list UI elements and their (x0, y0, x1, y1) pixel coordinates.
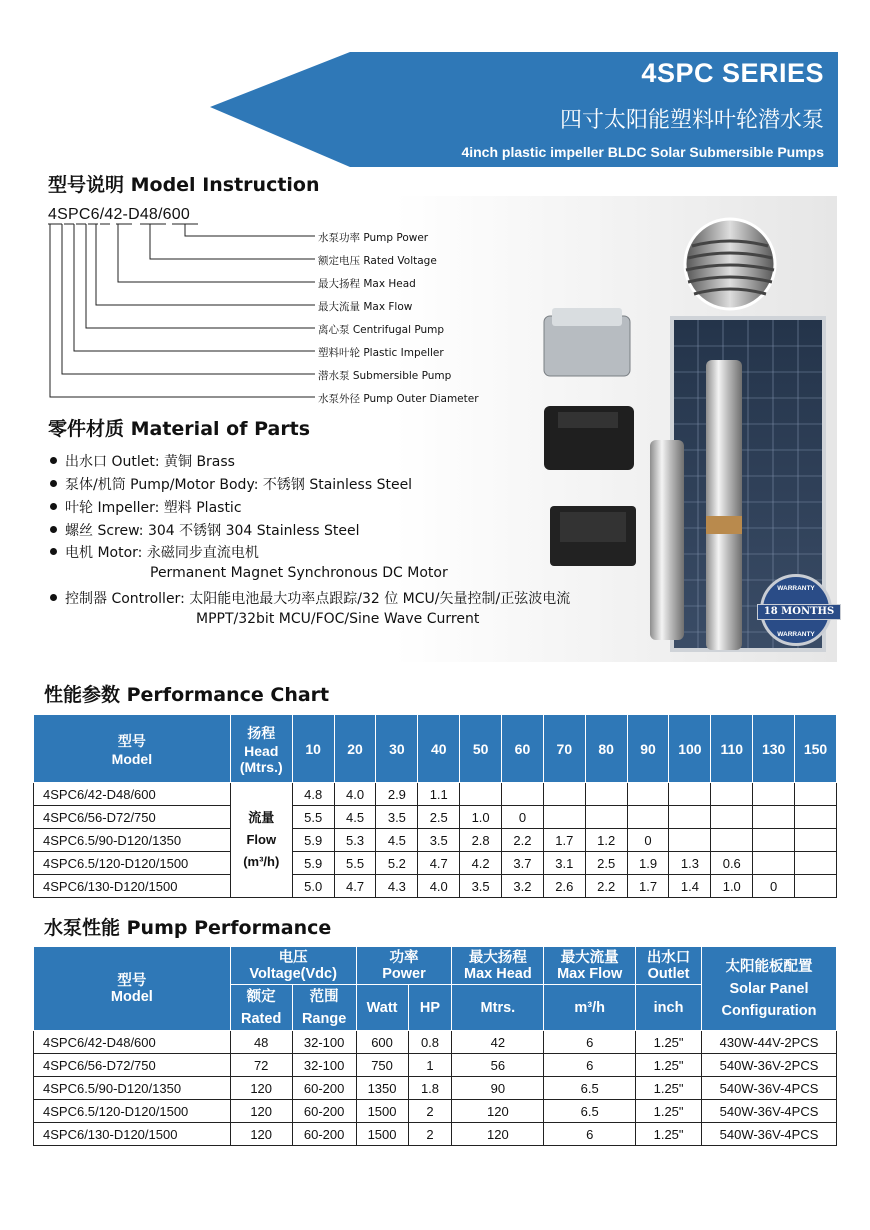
flow-value-cell: 5.9 (292, 852, 334, 875)
model-cell: 4SPC6.5/120-D120/1500 (34, 852, 231, 875)
table-row (34, 1031, 837, 1054)
flow-value-cell: 4.0 (334, 783, 376, 806)
flow-value-cell (795, 852, 837, 875)
hp-cell: 1 (408, 1054, 452, 1077)
legend-pump-power: 水泵功率 Pump Power (318, 232, 429, 244)
model-cell: 4SPC6/130-D120/1500 (34, 875, 231, 898)
flow-value-cell: 5.5 (292, 806, 334, 829)
flow-value-cell: 5.9 (292, 829, 334, 852)
warranty-badge (760, 574, 835, 646)
flow-value-cell: 3.1 (543, 852, 585, 875)
panel-cell: 540W-36V-4PCS (702, 1077, 837, 1100)
outlet-cell: 1.25" (636, 1054, 702, 1077)
series-title: 4SPC SERIES (641, 58, 824, 88)
flow-value-cell (585, 783, 627, 806)
model-cell: 4SPC6/56-D72/750 (34, 1054, 231, 1077)
legend-pump-outer-diameter: 水泵外径 Pump Outer Diameter (318, 393, 479, 405)
flow-value-cell: 3.2 (502, 875, 544, 898)
outlet-cell: 1.25" (636, 1100, 702, 1123)
flow-value-cell: 2.5 (418, 806, 460, 829)
head-cell: 90 (452, 1077, 544, 1100)
watt-cell: 750 (356, 1054, 408, 1077)
rated-header: 额定 Rated (230, 985, 292, 1031)
flow-label: 流量 Flow (m³/h) (230, 783, 292, 898)
model-header: 型号 Model (34, 715, 231, 783)
flow-cell: 6.5 (544, 1100, 636, 1123)
flow-value-cell (795, 875, 837, 898)
performance-chart-heading: 性能参数 Performance Chart (44, 684, 330, 706)
flow-value-cell: 3.5 (376, 806, 418, 829)
warranty-months: 18 MONTHS (757, 604, 841, 620)
flow-value-cell (669, 806, 711, 829)
flow-value-cell: 1.3 (669, 852, 711, 875)
flow-value-cell (627, 783, 669, 806)
pump-header-row-1 (34, 947, 837, 985)
flow-value-cell: 5.0 (292, 875, 334, 898)
flow-value-cell: 2.8 (460, 829, 502, 852)
table-row (34, 1100, 837, 1123)
head-col: 150 (795, 715, 837, 783)
panel-cell: 540W-36V-2PCS (702, 1054, 837, 1077)
flow-value-cell: 1.4 (669, 875, 711, 898)
material-controller-english: MPPT/32bit MCU/FOC/Sine Wave Current (196, 611, 480, 627)
warranty-bottom-text: WARRANTY (777, 631, 815, 638)
flow-value-cell: 4.7 (334, 875, 376, 898)
flow-value-cell: 1.9 (627, 852, 669, 875)
material-motor-english: Permanent Magnet Synchronous DC Motor (150, 565, 448, 581)
flow-value-cell: 5.2 (376, 852, 418, 875)
mtrs-header: Mtrs. (452, 985, 544, 1031)
flow-value-cell (585, 806, 627, 829)
flow-value-cell: 4.3 (376, 875, 418, 898)
flow-value-cell: 0.6 (711, 852, 753, 875)
head-col: 30 (376, 715, 418, 783)
power-header: 功率 Power (356, 947, 452, 985)
legend-max-head: 最大扬程 Max Head (318, 278, 416, 290)
inch-header: inch (636, 985, 702, 1031)
pump-performance-heading: 水泵性能 Pump Performance (44, 917, 332, 939)
material-item-motor: 电机 Motor: 永磁同步直流电机 (50, 542, 259, 562)
head-cell: 120 (452, 1123, 544, 1146)
head-cell: 42 (452, 1031, 544, 1054)
panel-cell: 540W-36V-4PCS (702, 1100, 837, 1123)
head-col: 70 (543, 715, 585, 783)
watt-header: Watt (356, 985, 408, 1031)
flow-value-cell (711, 806, 753, 829)
range-cell: 32-100 (292, 1054, 356, 1077)
outlet-cell: 1.25" (636, 1031, 702, 1054)
flow-value-cell: 5.5 (334, 852, 376, 875)
head-cell: 56 (452, 1054, 544, 1077)
model-cell: 4SPC6/56-D72/750 (34, 806, 231, 829)
material-item-screw: 螺丝 Screw: 304 不锈钢 304 Stainless Steel (50, 520, 360, 540)
table-row (34, 875, 837, 898)
rated-cell: 120 (230, 1077, 292, 1100)
rated-cell: 120 (230, 1123, 292, 1146)
flow-value-cell: 2.9 (376, 783, 418, 806)
table-row (34, 829, 837, 852)
range-cell: 32-100 (292, 1031, 356, 1054)
material-item-controller: 控制器 Controller: 太阳能电池最大功率点跟踪/32 位 MCU/矢量控制/正弦波电流 (50, 588, 570, 608)
watt-cell: 1500 (356, 1100, 408, 1123)
table-row (34, 1077, 837, 1100)
head-col: 90 (627, 715, 669, 783)
flow-cell: 6.5 (544, 1077, 636, 1100)
hp-header: HP (408, 985, 452, 1031)
flow-value-cell: 1.0 (460, 806, 502, 829)
outlet-header: 出水口 Outlet (636, 947, 702, 985)
flow-value-cell (669, 829, 711, 852)
flow-value-cell (543, 806, 585, 829)
material-item-body: 泵体/机筒 Pump/Motor Body: 不锈钢 Stainless Steel (50, 474, 412, 494)
model-code: 4SPC6/42-D48/600 (48, 206, 190, 223)
watt-cell: 1500 (356, 1123, 408, 1146)
flow-value-cell: 1.7 (543, 829, 585, 852)
head-col: 20 (334, 715, 376, 783)
maxflow-header: 最大流量 Max Flow (544, 947, 636, 985)
flow-value-cell (627, 806, 669, 829)
flow-value-cell: 2.2 (502, 829, 544, 852)
chinese-title: 四寸太阳能塑料叶轮潜水泵 (559, 108, 824, 133)
flow-value-cell (795, 783, 837, 806)
flow-value-cell: 3.5 (460, 875, 502, 898)
pump-model-header: 型号 Model (34, 947, 231, 1031)
flow-cell: 6 (544, 1123, 636, 1146)
flow-value-cell: 1.2 (585, 829, 627, 852)
flow-value-cell (753, 783, 795, 806)
flow-value-cell (460, 783, 502, 806)
flow-value-cell (753, 829, 795, 852)
flow-value-cell: 3.5 (418, 829, 460, 852)
head-col: 80 (585, 715, 627, 783)
outlet-cell: 1.25" (636, 1123, 702, 1146)
head-col: 130 (753, 715, 795, 783)
flow-value-cell (711, 783, 753, 806)
flow-value-cell (669, 783, 711, 806)
flow-value-cell (795, 829, 837, 852)
flow-value-cell: 0 (753, 875, 795, 898)
flow-cell: 6 (544, 1054, 636, 1077)
range-cell: 60-200 (292, 1077, 356, 1100)
flow-value-cell: 1.7 (627, 875, 669, 898)
panel-cell: 430W-44V-2PCS (702, 1031, 837, 1054)
flow-value-cell: 3.7 (502, 852, 544, 875)
english-subtitle: 4inch plastic impeller BLDC Solar Submersible Pumps (461, 144, 824, 160)
rated-cell: 72 (230, 1054, 292, 1077)
hp-cell: 1.8 (408, 1077, 452, 1100)
legend-rated-voltage: 额定电压 Rated Voltage (318, 255, 437, 267)
m3h-header: m³/h (544, 985, 636, 1031)
flow-value-cell (795, 806, 837, 829)
head-col: 60 (502, 715, 544, 783)
material-item-impeller: 叶轮 Impeller: 塑料 Plastic (50, 497, 242, 517)
legend-plastic-impeller: 塑料叶轮 Plastic Impeller (318, 347, 444, 359)
voltage-header: 电压 Voltage(Vdc) (230, 947, 356, 985)
model-code-bracket-lines (40, 222, 320, 402)
material-item-outlet: 出水口 Outlet: 黄铜 Brass (50, 451, 235, 471)
hp-cell: 2 (408, 1123, 452, 1146)
flow-value-cell (753, 806, 795, 829)
rated-cell: 120 (230, 1100, 292, 1123)
legend-submersible-pump: 潜水泵 Submersible Pump (318, 370, 452, 382)
head-col: 10 (292, 715, 334, 783)
model-cell: 4SPC6.5/90-D120/1350 (34, 1077, 231, 1100)
maxhead-header: 最大扬程 Max Head (452, 947, 544, 985)
flow-value-cell (711, 829, 753, 852)
panel-cell: 540W-36V-4PCS (702, 1123, 837, 1146)
rated-cell: 48 (230, 1031, 292, 1054)
legend-max-flow: 最大流量 Max Flow (318, 301, 413, 313)
flow-value-cell: 0 (627, 829, 669, 852)
model-cell: 4SPC6/130-D120/1500 (34, 1123, 231, 1146)
range-header: 范围 Range (292, 985, 356, 1031)
outlet-cell: 1.25" (636, 1077, 702, 1100)
table-row (34, 852, 837, 875)
performance-header-row (34, 715, 837, 783)
legend-centrifugal-pump: 离心泵 Centrifugal Pump (318, 324, 445, 336)
flow-value-cell: 4.0 (418, 875, 460, 898)
model-instruction-heading: 型号说明 Model Instruction (48, 174, 320, 196)
flow-value-cell: 1.0 (711, 875, 753, 898)
range-cell: 60-200 (292, 1123, 356, 1146)
flow-value-cell: 0 (502, 806, 544, 829)
table-row (34, 806, 837, 829)
pump-performance-table (33, 946, 837, 1146)
head-col: 100 (669, 715, 711, 783)
material-heading: 零件材质 Material of Parts (48, 418, 311, 440)
flow-value-cell: 2.5 (585, 852, 627, 875)
flow-value-cell: 5.3 (334, 829, 376, 852)
table-row (34, 783, 837, 806)
flow-value-cell: 4.5 (334, 806, 376, 829)
table-row (34, 1123, 837, 1146)
flow-value-cell: 4.7 (418, 852, 460, 875)
model-cell: 4SPC6/42-D48/600 (34, 1031, 231, 1054)
table-row (34, 1054, 837, 1077)
solar-panel-header: 太阳能板配置 Solar Panel Configuration (702, 947, 837, 1031)
watt-cell: 600 (356, 1031, 408, 1054)
performance-chart-table (33, 714, 837, 898)
flow-value-cell: 4.5 (376, 829, 418, 852)
flow-value-cell (543, 783, 585, 806)
head-cell: 120 (452, 1100, 544, 1123)
flow-value-cell: 4.2 (460, 852, 502, 875)
head-col: 40 (418, 715, 460, 783)
model-cell: 4SPC6/42-D48/600 (34, 783, 231, 806)
model-cell: 4SPC6.5/90-D120/1350 (34, 829, 231, 852)
head-col: 50 (460, 715, 502, 783)
head-header: 扬程 Head (Mtrs.) (230, 715, 292, 783)
flow-value-cell: 1.1 (418, 783, 460, 806)
range-cell: 60-200 (292, 1100, 356, 1123)
hp-cell: 2 (408, 1100, 452, 1123)
flow-cell: 6 (544, 1031, 636, 1054)
hp-cell: 0.8 (408, 1031, 452, 1054)
warranty-top-text: WARRANTY (777, 585, 815, 592)
flow-value-cell (502, 783, 544, 806)
watt-cell: 1350 (356, 1077, 408, 1100)
flow-value-cell: 4.8 (292, 783, 334, 806)
flow-value-cell: 2.2 (585, 875, 627, 898)
head-col: 110 (711, 715, 753, 783)
flow-value-cell (753, 852, 795, 875)
model-cell: 4SPC6.5/120-D120/1500 (34, 1100, 231, 1123)
flow-value-cell: 2.6 (543, 875, 585, 898)
